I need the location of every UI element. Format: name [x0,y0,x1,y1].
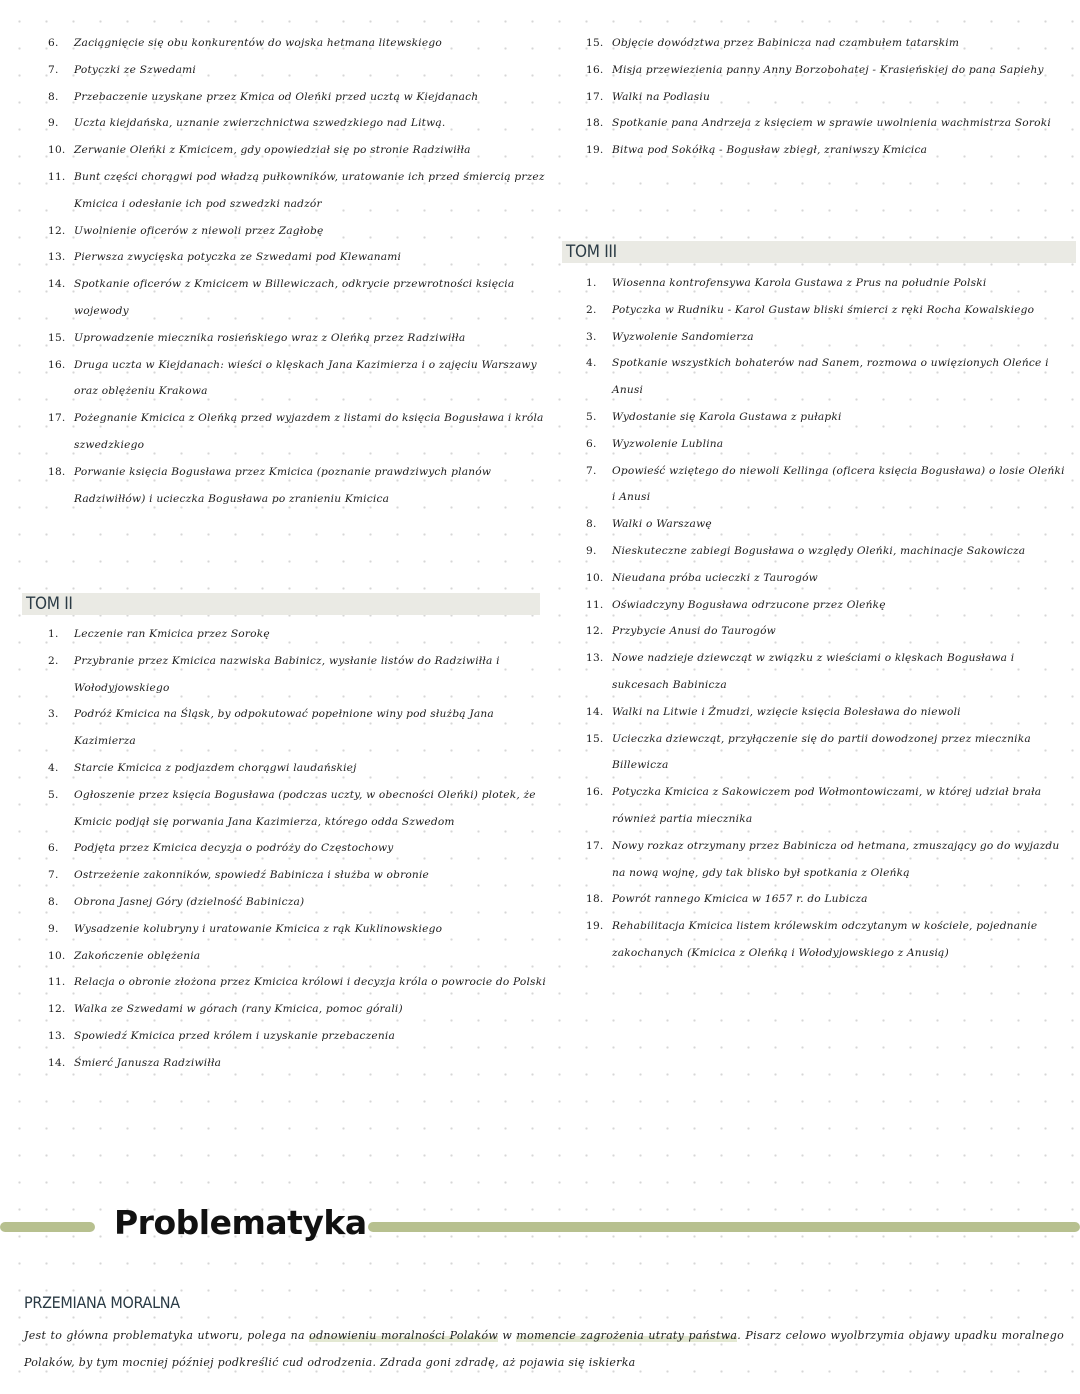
section-divider-right [368,1222,1080,1232]
plot-list-item [48,84,548,111]
item-number: 3. [48,708,59,721]
section-title: Problematyka [114,1203,367,1242]
subsection-title: PRZEMIANA MORALNA [24,1293,180,1312]
plot-list-item [48,218,548,245]
item-number: 10. [48,144,66,157]
item-text: Nieskuteczne zabiegi Bogusława o względy Oleńki, machinacje Sakowicza [612,544,1026,557]
item-text: Spowiedź Kmicica przed królem i uzyskanie przebaczenia [74,1029,396,1042]
item-number: 14. [48,1056,66,1069]
item-text: Walki na Litwie i Żmudzi, wzięcie księcia Bolesława do niewoli [612,705,961,718]
plot-list-item [48,244,548,271]
item-number: 6. [48,842,59,855]
item-text: Nowy rozkaz otrzymany przez Babinicza od hetmana, zmuszający go do wyjazdu na nową wojnę, gdy tak blisko był spotkania z Oleńką [612,839,1060,879]
item-number: 13. [48,251,66,264]
plot-list-item [48,459,548,513]
item-number: 8. [48,895,59,908]
item-text: Druga uczta w Kiejdanach: wieści o klęskach Jana Kazimierza i o zajęciu Warszawy oraz oblężeniu Krakowa [74,358,537,398]
item-text: Nieudana próba ucieczki z Taurogów [612,571,818,584]
plot-list-item [48,352,548,406]
plot-list-item [48,889,548,916]
item-text: Pierwsza zwycięska potyczka ze Szwedami pod Klewanami [74,251,402,264]
item-number: 17. [48,412,66,425]
tom2-column [48,621,548,1077]
tom1-list-continued [48,30,548,512]
paragraph-text-middle: w [498,1329,517,1342]
item-text: Potyczka Kmicica z Sakowiczem pod Wołmontowiczami, w której udział brała również partia miecznika [612,786,1042,825]
item-number: 11. [586,598,604,611]
item-number: 1. [586,277,597,289]
item-text: Zakończenie oblężenia [74,949,201,962]
item-number: 6. [586,437,597,450]
plot-list-item [586,404,1068,431]
item-text: Starcie Kmicica z podjazdem chorągwi laudańskiej [74,761,357,774]
plot-list-item [48,701,548,755]
item-number: 2. [586,303,597,316]
plot-list-item [586,297,1068,324]
item-text: Leczenie ran Kmicica przez Sorokę [74,628,270,640]
item-text: Przybranie przez Kmicica nazwiska Babinicz, wysłanie listów do Radziwiłła i Wołodyjowskiego [74,654,500,694]
plot-list-item [48,835,548,862]
item-text: Relacja o obronie złożona przez Kmicica królowi i decyzja króla o powrocie do Polski [74,976,546,989]
item-text: Zerwanie Oleńki z Kmicicem, gdy opowiedział się po stronie Radziwiłła [74,144,471,157]
tom3-list [586,270,1068,967]
item-text: Uprowadzenie miecznika rosieńskiego wraz z Oleńką przez Radziwiłła [74,331,466,344]
plot-list-item [586,538,1068,565]
item-number: 6. [48,37,59,49]
item-text: Nowe nadzieje dziewcząt w związku z wieściami o klęskach Bogusława i sukcesach Babinicza [612,652,1015,691]
plot-list-item [586,431,1068,458]
highlight-state-threat: momencie zagrożenia utraty państwa [516,1329,738,1342]
item-text: Uczta kiejdańska, uznanie zwierzchnictwa szwedzkiego nad Litwą. [74,117,446,130]
item-number: 7. [48,63,59,76]
plot-list-item [586,84,1068,111]
left-column [48,30,548,512]
plot-list-item [586,324,1068,351]
item-text: Opowieść wziętego do niewoli Kellinga (oficera księcia Bogusława) o losie Oleńki i Anusi [612,464,1065,504]
plot-list-item [48,943,548,970]
item-number: 18. [586,893,604,906]
plot-list-item [48,782,548,836]
plot-list-item [48,996,548,1023]
plot-list-item [586,779,1068,833]
plot-list-item [48,969,548,996]
plot-list-item [586,618,1068,645]
item-text: Spotkanie oficerów z Kmicicem w Billewiczach, odkrycie przewrotności księcia wojewody [74,278,515,317]
item-text: Walki na Podlasiu [612,90,710,103]
item-text: Wyzwolenie Sandomierza [612,330,754,343]
plot-list-item [586,30,1068,57]
plot-list-item [48,1050,548,1077]
item-number: 16. [586,786,604,799]
item-number: 15. [586,37,604,49]
plot-list-item [586,110,1068,137]
item-text: Powrót rannego Kmicica w 1657 r. do Lubicza [612,893,868,906]
item-text: Oświadczyny Bogusława odrzucone przez Oleńkę [612,598,886,611]
item-text: Misja przewiezienia panny Anny Borzobohatej - Krasieńskiej do pana Sapiehy [612,63,1044,76]
item-number: 16. [48,358,66,371]
item-number: 12. [48,1003,66,1016]
item-number: 9. [586,544,597,557]
item-text: Śmierć Janusza Radziwiłła [74,1056,222,1069]
plot-list-item [48,862,548,889]
plot-list-item [48,648,548,702]
plot-list-item [48,755,548,782]
paragraph-text-end: . Pisarz celowo wyolbrzymia objawy upadku moralnego Polaków, by tym mocniej później podkreślić cud odrodzenia. Zdrada goni zdradę, aż pojawia się iskierka [24,1329,1064,1369]
item-text: Potyczka w Rudniku - Karol Gustaw bliski śmierci z ręki Rocha Kowalskiego [612,303,1035,316]
item-number: 2. [48,654,59,667]
item-number: 9. [48,117,59,130]
tom2-header: TOM II [22,593,540,615]
plot-list-item [586,350,1068,404]
paragraph-text-start: Jest to główna problematyka utworu, polega na [24,1329,310,1342]
item-number: 10. [48,949,66,962]
item-number: 13. [48,1029,66,1042]
item-text: Ostrzeżenie zakonników, spowiedź Babinicza i służba w obronie [74,869,430,882]
item-number: 11. [48,170,66,183]
plot-list-item [48,916,548,943]
item-number: 19. [586,144,604,157]
item-number: 9. [48,922,59,935]
item-number: 7. [48,869,59,882]
item-number: 5. [48,788,59,801]
plot-list-item [586,645,1068,699]
plot-list-item [48,621,548,648]
plot-list-item [586,726,1068,780]
item-number: 8. [586,518,597,531]
item-number: 3. [586,330,597,343]
item-number: 15. [586,732,604,745]
plot-list-item [586,565,1068,592]
item-text: Ogłoszenie przez księcia Bogusława (podczas uczty, w obecności Oleńki) plotek, że Kmicic podjął się porwania Jana Kazimierza, którego odda Szwedom [74,788,536,828]
plot-list-item [586,57,1068,84]
plot-list-item [48,110,548,137]
item-text: Spotkanie pana Andrzeja z księciem w sprawie uwolnienia wachmistrza Soroki [612,117,1051,130]
body-paragraph [24,1322,1064,1376]
item-number: 7. [586,464,597,477]
item-text: Ucieczka dziewcząt, przyłączenie się do partii dowodzonej przez miecznika Billewicza [612,732,1031,772]
plot-list-item [48,137,548,164]
item-text: Walki o Warszawę [612,518,712,531]
item-text: Obrona Jasnej Góry (dzielność Babinicza) [74,895,305,908]
plot-list-item [586,833,1068,887]
tom2-list [48,621,548,1077]
tom2-list-continued [586,30,1068,164]
item-number: 4. [48,761,59,774]
item-text: Podróż Kmicica na Śląsk, by odpokutować popełnione winy pod służbą Jana Kazimierza [74,708,494,748]
item-number: 5. [586,410,597,423]
item-text: Wysadzenie kolubryny i uratowanie Kmicica z rąk Kuklinowskiego [74,922,443,935]
item-text: Porwanie księcia Bogusława przez Kmicica (poznanie prawdziwych planów Radziwiłłów) i ucieczka Bogusława po zranieniu Kmicica [74,465,492,505]
plot-list-item [586,511,1068,538]
item-number: 12. [586,625,604,638]
item-number: 15. [48,331,66,344]
plot-list-item [48,30,548,57]
tom3-column [586,270,1068,967]
plot-list-item [48,1023,548,1050]
item-number: 16. [586,63,604,76]
plot-list-item [586,270,1068,297]
item-text: Rehabilitacja Kmicica listem królewskim odczytanym w kościele, pojednanie zakochanych (Kmicica z Oleńką i Wołodyjowskiego z Anusią) [612,920,1038,959]
item-text: Bunt części chorągwi pod władzą pułkowników, uratowanie ich przed śmiercią przez Kmicica i odesłanie ich pod szwedzki nadzór [74,170,545,210]
plot-list-item [48,325,548,352]
highlight-moral-renewal: odnowieniu moralności Polaków [309,1329,499,1342]
plot-list-item [48,271,548,325]
item-number: 4. [586,357,597,370]
plot-list-item [586,913,1068,967]
section-divider-left [0,1222,95,1232]
item-text: Wyzwolenie Lublina [612,437,724,450]
item-number: 14. [48,278,66,291]
plot-list-item [48,164,548,218]
item-number: 18. [586,117,604,130]
item-text: Walka ze Szwedami w górach (rany Kmicica, pomoc górali) [74,1003,403,1016]
item-number: 18. [48,465,66,478]
item-text: Zaciągnięcie się obu konkurentów do wojska hetmana litewskiego [74,37,442,49]
item-number: 17. [586,90,604,103]
item-text: Objęcie dowództwa przez Babinicza nad czambułem tatarskim [612,37,960,49]
plot-list-item [48,405,548,459]
tom3-header: TOM III [562,241,1076,263]
item-number: 1. [48,628,59,640]
item-number: 10. [586,571,604,584]
item-text: Przebaczenie uzyskane przez Kmica od Oleńki przed ucztą w Kiejdanach [74,90,479,103]
right-column [586,30,1068,164]
item-text: Bitwa pod Sokółką - Bogusław zbiegł, zraniwszy Kmicica [612,144,928,157]
item-number: 12. [48,224,66,237]
item-number: 17. [586,839,604,852]
item-number: 11. [48,976,66,989]
plot-list-item [586,699,1068,726]
item-text: Pożegnanie Kmicica z Oleńką przed wyjazdem z listami do księcia Bogusława i króla szwedzkiego [74,412,544,451]
plot-list-item [48,57,548,84]
item-number: 8. [48,90,59,103]
item-number: 19. [586,920,604,933]
item-number: 14. [586,705,604,718]
item-text: Wydostanie się Karola Gustawa z pułapki [612,410,842,423]
plot-list-item [586,458,1068,512]
plot-list-item [586,137,1068,164]
item-text: Podjęta przez Kmicica decyzja o podróży do Częstochowy [74,842,394,855]
plot-list-item [586,592,1068,619]
item-text: Potyczki ze Szwedami [74,63,196,76]
item-text: Spotkanie wszystkich bohaterów nad Sanem, rozmowa o uwięzionych Oleńce i Anusi [612,357,1049,397]
item-text: Wiosenna kontrofensywa Karola Gustawa z Prus na południe Polski [612,277,987,289]
item-text: Przybycie Anusi do Taurogów [612,625,776,638]
item-number: 13. [586,652,604,665]
plot-list-item [586,886,1068,913]
item-text: Uwolnienie oficerów z niewoli przez Zagłobę [74,224,324,237]
